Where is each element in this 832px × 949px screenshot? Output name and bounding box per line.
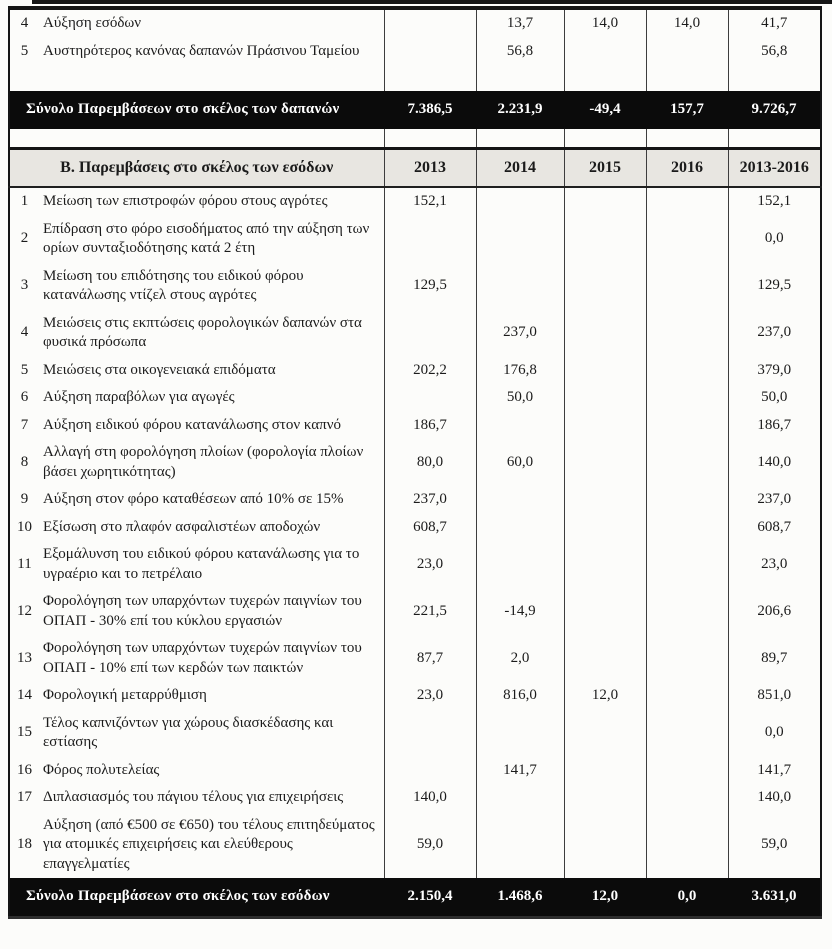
value-2014 [476, 514, 564, 542]
value-2015 [564, 635, 646, 682]
value-2013: 129,5 [384, 263, 476, 310]
row-number: 4 [20, 15, 29, 31]
row-number: 16 [17, 761, 32, 778]
section-a-spacer-row [9, 65, 821, 91]
value-2014 [476, 812, 564, 879]
value-2013-2016: 41,7 [728, 8, 821, 38]
row-description: Φορολόγηση των υπαρχόντων τυχερών παιγνίων του ΟΠΑΠ - 10% επί των κερδών των παικτών [43, 640, 362, 676]
value-2015 [564, 514, 646, 542]
value-2014: 176,8 [476, 357, 564, 385]
value-2013: 186,7 [384, 412, 476, 440]
value-2016 [646, 635, 728, 682]
row-number: 10 [17, 518, 32, 535]
value-2014: 60,0 [476, 439, 564, 486]
row-number: 2 [20, 230, 29, 247]
value-2013 [384, 384, 476, 412]
row-number: 4 [20, 324, 29, 341]
value-2013-2016: 59,0 [728, 812, 821, 879]
value-2016: 14,0 [646, 8, 728, 38]
row-description: Επίδραση στο φόρο εισοδήματος από την αύξηση των ορίων συνταξιοδότησης κατά 2 έτη [43, 220, 370, 256]
total-row-label: Σύνολο Παρεμβάσεων στο σκέλος των εσόδων [9, 878, 384, 918]
value-2016 [646, 784, 728, 812]
spacer-value-2016 [646, 65, 728, 91]
value-2016 [646, 310, 728, 357]
value-2013: 23,0 [384, 541, 476, 588]
row-number: 8 [20, 453, 29, 470]
spacer-value-2015 [564, 129, 646, 149]
value-2015 [564, 310, 646, 357]
row-number: 15 [17, 724, 32, 741]
section-b-row [9, 812, 821, 879]
value-2013-2016: 23,0 [728, 541, 821, 588]
value-2013: 608,7 [384, 514, 476, 542]
row-description: Αύξηση στον φόρο καταθέσεων από 10% σε 15% [43, 491, 344, 507]
value-2016 [646, 357, 728, 385]
row-number: 12 [17, 602, 32, 619]
value-2014 [476, 784, 564, 812]
row-description: Αυστηρότερος κανόνας δαπανών Πράσινου Ταμείου [43, 42, 360, 59]
row-description: Τέλος καπνιζόντων για χώρους διασκέδασης και εστίασης [43, 714, 334, 750]
value-2015 [564, 812, 646, 879]
value-2016 [646, 412, 728, 440]
value-2013-2016: 56,8 [728, 38, 821, 66]
value-2015 [564, 784, 646, 812]
section-b-empty-row [9, 129, 821, 149]
value-2014 [476, 486, 564, 514]
value-2013: 221,5 [384, 588, 476, 635]
row-description: Αύξηση εσόδων [43, 15, 142, 31]
section-b-row [9, 784, 821, 812]
value-2014 [476, 187, 564, 216]
value-2016 [646, 757, 728, 785]
value-2013 [384, 757, 476, 785]
value-2014: 56,8 [476, 38, 564, 66]
total-value-2013-2016: 3.631,0 [728, 878, 821, 918]
year-header-2015: 2015 [564, 149, 646, 188]
section-b-row [9, 588, 821, 635]
value-2013-2016: 89,7 [728, 635, 821, 682]
value-2014: 237,0 [476, 310, 564, 357]
fiscal-interventions-table [8, 6, 822, 919]
row-number: 17 [17, 789, 32, 805]
value-2013: 140,0 [384, 784, 476, 812]
section-b-header-row [9, 149, 821, 188]
spacer-value-2014 [476, 129, 564, 149]
row-description: Διπλασιασμός του πάγιου τέλους για επιχειρήσεις [43, 789, 344, 805]
row-description: Φόρος πολυτελείας [43, 761, 160, 778]
value-2013-2016: 851,0 [728, 682, 821, 710]
value-2013: 59,0 [384, 812, 476, 879]
row-number: 1 [20, 193, 29, 209]
value-2014 [476, 216, 564, 263]
spacer-cell [9, 129, 384, 149]
value-2016 [646, 541, 728, 588]
value-2016 [646, 588, 728, 635]
section-a-row [9, 38, 821, 66]
total-value-2013: 2.150,4 [384, 878, 476, 918]
year-header-2013: 2013 [384, 149, 476, 188]
value-2014: 141,7 [476, 757, 564, 785]
value-2013: 152,1 [384, 187, 476, 216]
section-b-row [9, 439, 821, 486]
section-b-row [9, 384, 821, 412]
value-2013-2016: 140,0 [728, 784, 821, 812]
value-2016 [646, 38, 728, 66]
total-value-2013: 7.386,5 [384, 91, 476, 129]
row-description: Εξομάλυνση του ειδικού φόρου κατανάλωσης για το υγραέριο και το πετρέλαιο [43, 546, 360, 582]
value-2016 [646, 216, 728, 263]
section-b-row [9, 682, 821, 710]
year-header-2014: 2014 [476, 149, 564, 188]
value-2013: 202,2 [384, 357, 476, 385]
value-2013-2016: 379,0 [728, 357, 821, 385]
value-2016 [646, 514, 728, 542]
value-2015 [564, 216, 646, 263]
value-2013: 80,0 [384, 439, 476, 486]
row-number: 5 [20, 42, 29, 59]
year-header-2016: 2016 [646, 149, 728, 188]
year-header-2013-2016: 2013-2016 [728, 149, 821, 188]
value-2013-2016: 186,7 [728, 412, 821, 440]
section-b-row [9, 710, 821, 757]
value-2016 [646, 439, 728, 486]
row-description: Εξίσωση στο πλαφόν ασφαλιστέων αποδοχών [43, 518, 321, 535]
row-number: 14 [17, 687, 32, 703]
row-number: 5 [20, 361, 29, 378]
value-2013 [384, 216, 476, 263]
spacer-value-2014 [476, 65, 564, 91]
value-2013-2016: 50,0 [728, 384, 821, 412]
row-number: 7 [20, 416, 29, 433]
section-b-row [9, 187, 821, 216]
value-2013-2016: 0,0 [728, 710, 821, 757]
spacer-value-2013 [384, 65, 476, 91]
value-2015 [564, 384, 646, 412]
section-b-row [9, 357, 821, 385]
total-row-label: Σύνολο Παρεμβάσεων στο σκέλος των δαπανών [9, 91, 384, 129]
cropped-rule-fragment [32, 0, 832, 4]
value-2013-2016: 152,1 [728, 187, 821, 216]
section-b-row [9, 635, 821, 682]
value-2013-2016: 141,7 [728, 757, 821, 785]
row-number: 11 [17, 555, 32, 572]
value-2014: 2,0 [476, 635, 564, 682]
total-value-2013-2016: 9.726,7 [728, 91, 821, 129]
value-2016 [646, 682, 728, 710]
row-number: 13 [17, 649, 32, 666]
section-b-row [9, 263, 821, 310]
value-2016 [646, 486, 728, 514]
value-2014: 816,0 [476, 682, 564, 710]
total-value-2016: 0,0 [646, 878, 728, 918]
section-b-row [9, 757, 821, 785]
value-2013: 23,0 [384, 682, 476, 710]
value-2014 [476, 412, 564, 440]
spacer-value-2016 [646, 129, 728, 149]
value-2015 [564, 757, 646, 785]
value-2013 [384, 8, 476, 38]
row-number: 9 [20, 491, 29, 507]
value-2013-2016: 237,0 [728, 310, 821, 357]
total-value-2016: 157,7 [646, 91, 728, 129]
row-description: Αύξηση (από €500 σε €650) του τέλους επιτηδεύματος για ατομικές επιχειρήσεις και ελεύθερους επαγγελματίες [43, 816, 375, 872]
total-value-2014: 2.231,9 [476, 91, 564, 129]
value-2013: 87,7 [384, 635, 476, 682]
value-2013: 237,0 [384, 486, 476, 514]
value-2015 [564, 486, 646, 514]
value-2015 [564, 710, 646, 757]
value-2015 [564, 357, 646, 385]
row-number: 6 [20, 389, 29, 405]
row-description: Αύξηση ειδικού φόρου κατανάλωσης στον καπνό [43, 416, 342, 433]
section-b-row [9, 216, 821, 263]
value-2013-2016: 608,7 [728, 514, 821, 542]
spacer-value-2013 [384, 129, 476, 149]
row-description: Μείωση των επιστροφών φόρου στους αγρότες [43, 193, 328, 209]
value-2013 [384, 38, 476, 66]
value-2015 [564, 439, 646, 486]
value-2014: 13,7 [476, 8, 564, 38]
section-b-row [9, 541, 821, 588]
row-description: Φορολόγηση των υπαρχόντων τυχερών παιγνίων του ΟΠΑΠ - 30% επί του κύκλου εργασιών [43, 593, 362, 629]
total-value-2015: 12,0 [564, 878, 646, 918]
value-2016 [646, 384, 728, 412]
value-2013 [384, 710, 476, 757]
value-2013-2016: 237,0 [728, 486, 821, 514]
value-2014 [476, 541, 564, 588]
row-number: 3 [20, 277, 29, 294]
spacer-value-2015 [564, 65, 646, 91]
value-2015: 14,0 [564, 8, 646, 38]
value-2015 [564, 541, 646, 588]
section-a-row [9, 8, 821, 38]
total-value-2015: -49,4 [564, 91, 646, 129]
value-2014 [476, 263, 564, 310]
value-2016 [646, 710, 728, 757]
value-2014: 50,0 [476, 384, 564, 412]
section-b-row [9, 310, 821, 357]
row-description: Φορολογική μεταρρύθμιση [43, 687, 207, 703]
value-2015 [564, 38, 646, 66]
value-2013-2016: 0,0 [728, 216, 821, 263]
spacer-value-2013-2016 [728, 129, 821, 149]
section-a-total-row [9, 91, 821, 129]
row-description: Αλλαγή στη φορολόγηση πλοίων (φορολογία πλοίων βάσει χωρητικότητας) [43, 444, 364, 480]
total-value-2014: 1.468,6 [476, 878, 564, 918]
row-description: Αύξηση παραβόλων για αγωγές [43, 389, 235, 405]
section-b-row [9, 412, 821, 440]
value-2015: 12,0 [564, 682, 646, 710]
section-b-title: Β. Παρεμβάσεις στο σκέλος των εσόδων [9, 149, 384, 188]
value-2015 [564, 263, 646, 310]
spacer-value-2013-2016 [728, 65, 821, 91]
section-b-row [9, 486, 821, 514]
value-2014: -14,9 [476, 588, 564, 635]
section-b-total-row [9, 878, 821, 918]
value-2015 [564, 412, 646, 440]
section-b-row [9, 514, 821, 542]
value-2016 [646, 187, 728, 216]
row-description: Μειώσεις στις εκπτώσεις φορολογικών δαπανών στα φυσικά πρόσωπα [43, 314, 362, 350]
value-2015 [564, 187, 646, 216]
spacer-cell [9, 65, 384, 91]
row-description: Μειώσεις στα οικογενειακά επιδόματα [43, 361, 276, 378]
row-description: Μείωση του επιδότησης του ειδικού φόρου κατανάλωσης ντίζελ στους αγρότες [43, 267, 304, 303]
value-2013 [384, 310, 476, 357]
value-2013-2016: 140,0 [728, 439, 821, 486]
value-2013-2016: 206,6 [728, 588, 821, 635]
value-2014 [476, 710, 564, 757]
value-2016 [646, 812, 728, 879]
value-2015 [564, 588, 646, 635]
value-2016 [646, 263, 728, 310]
row-number: 18 [17, 836, 32, 852]
value-2013-2016: 129,5 [728, 263, 821, 310]
